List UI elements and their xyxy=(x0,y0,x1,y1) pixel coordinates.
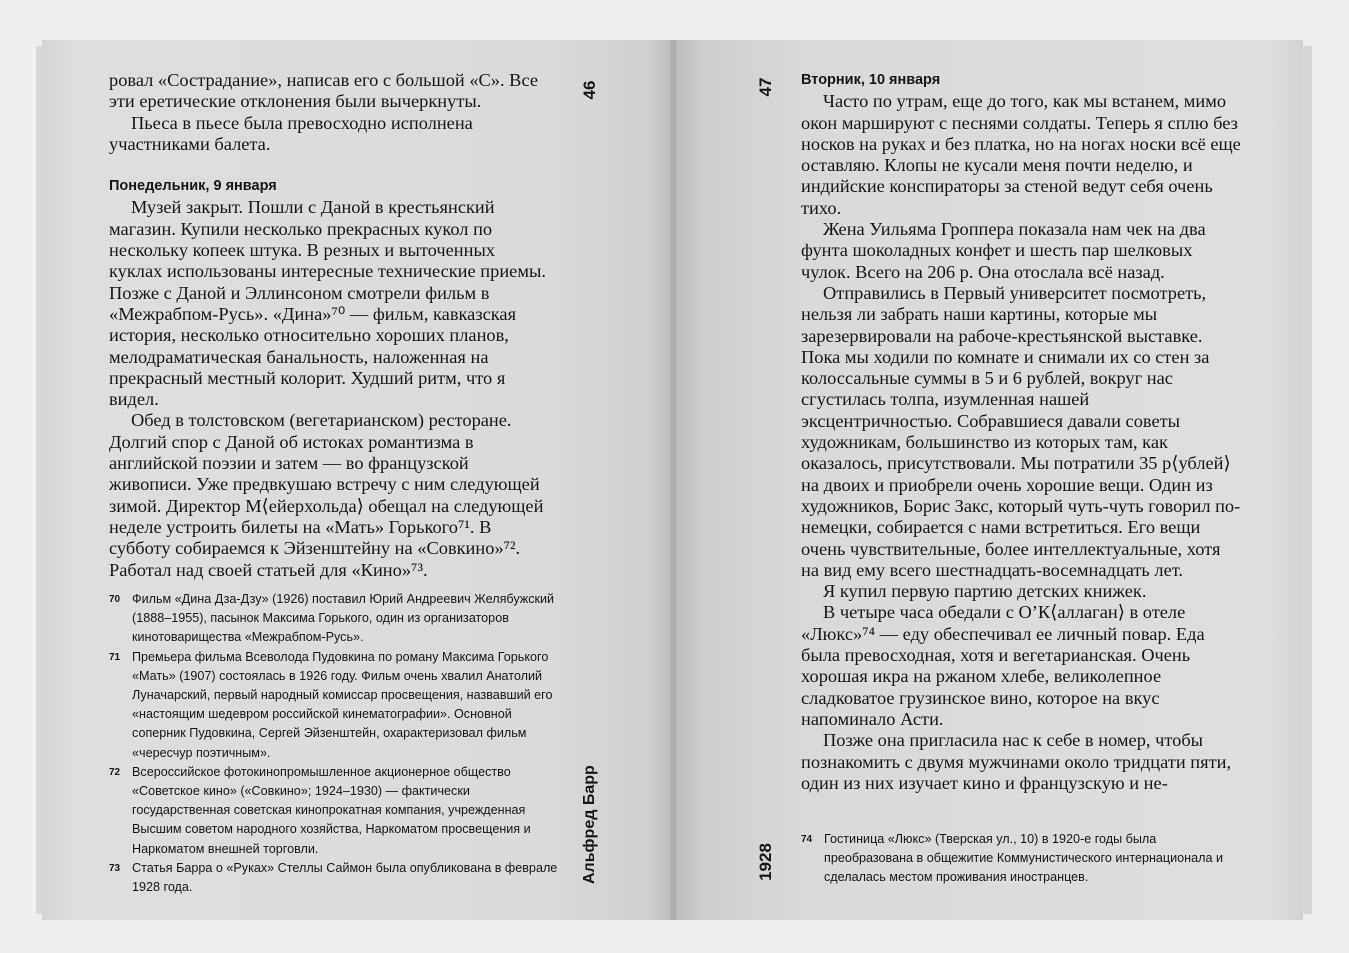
footnote-number: 73 xyxy=(109,862,121,874)
left-body-text xyxy=(109,70,551,581)
page-number: 47 xyxy=(756,77,775,97)
footnote xyxy=(109,590,559,648)
paragraph: Позже она пригласила нас к себе в номер, чтобы познакомить с двумя мужчинами около тридцати пяти, один из них изучает кино и французскую и не- xyxy=(801,730,1232,793)
paragraph: В четыре часа обедали с О’К⟨аллаган⟩ в отеле «Люкс»⁷⁴ — еду обеспечивал ее личный повар. Еда была превосходная, хотя и вегетарианская. Очень хорошая икра на ржаном хлебе, великолепное сладковатое грузинское вино, которое на вкус напоминало Асти. xyxy=(801,602,1205,729)
paragraph: Музей закрыт. Пошли с Даной в крестьянский магазин. Купили несколько прекрасных кукол по нескольку копеек штука. В резных и выточенных куклах использованы интересные технические приемы. Позже с Даной и Эллинсоном смотрели фильм в «Межрабпом-Русь». «Дина»⁷⁰ — фильм, кавказская история, несколько относительно хороших планов, мелодраматическая банальность, наложенная на прекрасный местный колорит. Худший ритм, что я видел. xyxy=(109,197,546,410)
section-heading: Вторник, 10 января xyxy=(801,72,941,88)
left-footnotes xyxy=(109,590,559,897)
footnote xyxy=(109,763,559,859)
right-body-text xyxy=(801,70,1241,794)
left-page xyxy=(42,40,674,920)
right-page xyxy=(676,40,1303,920)
paragraph: Обед в толстовском (вегетарианском) ресторане. Долгий спор с Даной об истоках романтизма в английской поэзии и затем — во французской живописи. Уже предвкушаю встречу с ним следующей зимой. Директор М⟨ейерхольда⟩ обещал на следующей неделе устроить билеты на «Мать» Горького⁷¹. В субботу собираемся к Эйзенштейну на «Совкино»⁷². Работал над своей статьей для «Кино»⁷³. xyxy=(109,410,544,580)
footnote-number: 72 xyxy=(109,766,121,778)
footnote-text: Всероссийское фотокинопромышленное акционерное общество «Советское кино» («Совкино»; 1924–1930) — фактически государственная советская кинопрокатная компания, учрежденная Высшим советом народного хозяйства, Наркоматом просвещения и Наркоматом внешней торговли. xyxy=(132,764,531,856)
paragraph: Пьеса в пьесе была превосходно исполнена участниками балета. xyxy=(109,112,473,154)
paragraph: Часто по утрам, еще до того, как мы встанем, мимо окон маршируют с песнями солдаты. Теперь я сплю без носков на руках и без платка, но на ногах носки всё еще оставляю. Клопы не кусали меня почти неделю, и индийские конспираторы за стеной ведут себя очень тихо. xyxy=(801,91,1241,218)
footnote-text: Гостиница «Люкс» (Тверская ул., 10) в 1920-е годы была преобразована в общежитие Коммунистического интернационала и сделалась местом проживания иностранцев. xyxy=(824,832,1224,885)
paragraph: ровал «Сострадание», написав его с большой «С». Все эти еретические отклонения были вычеркнуты. xyxy=(109,70,539,112)
page-number: 46 xyxy=(580,80,599,100)
running-head-year: 1928 xyxy=(756,843,775,881)
running-head-author: Альфред Барр xyxy=(581,765,598,884)
footnote-text: Премьера фильма Всеволода Пудовкина по роману Максима Горького «Мать» (1907) состоялась в 1926 году. Фильм очень хвалил Анатолий Луначарский, первый народный комиссар просвещения, назвавший его «настоящим шедевром российской кинематографии». Основной соперник Пудовкина, Сергей Эйзенштейн, охарактеризовал фильм «чересчур поэтичным». xyxy=(132,649,553,760)
footnote xyxy=(109,859,559,897)
paragraph: Жена Уильяма Гроппера показала нам чек на два фунта шоколадных конфет и шесть пар шелковых чулок. Всего на 206 р. Она отослала всё назад. xyxy=(801,219,1206,282)
footnote xyxy=(109,648,559,763)
right-footnotes xyxy=(801,830,1241,888)
footnote-number: 70 xyxy=(109,594,121,605)
paragraph: Отправились в Первый университет посмотреть, нельзя ли забрать наши картины, которые мы зарезервировали на рабоче-крестьянской выставке. Пока мы ходили по комнате и снимали их со стен за колоссальные суммы в 5 и 6 рублей, вокруг нас сгустилась толпа, изумленная нашей эксцентричностью. Собравшиеся давали советы художникам, большинство из которых там, как оказалось, присутствовали. Мы потратили 35 р⟨ублей⟩ на двоих и приобрели очень хорошие вещи. Один из художников, Борис Закс, который чуть-чуть говорил по-немецки, собирается с нами встретиться. Его вещи очень чувствительные, более интеллектуальные, хотя на вид ему всего шестнадцать-восемнадцать лет. xyxy=(801,282,1241,580)
footnote-number: 74 xyxy=(801,834,813,845)
footnote-text: Статья Барра о «Руках» Стеллы Саймон была опубликована в феврале 1928 года. xyxy=(132,860,558,895)
section-heading: Понедельник, 9 января xyxy=(109,178,277,195)
footnote xyxy=(801,830,1241,888)
paragraph: Я купил первую партию детских книжек. xyxy=(823,581,1147,602)
footnote-number: 71 xyxy=(109,651,121,663)
footnote-text: Фильм «Дина Дза-Дзу» (1926) поставил Юрий Андреевич Желябужский (1888–1955), пасынок Максима Горького, один из организаторов кинотоварищества «Межрабпом-Русь». xyxy=(132,592,555,645)
